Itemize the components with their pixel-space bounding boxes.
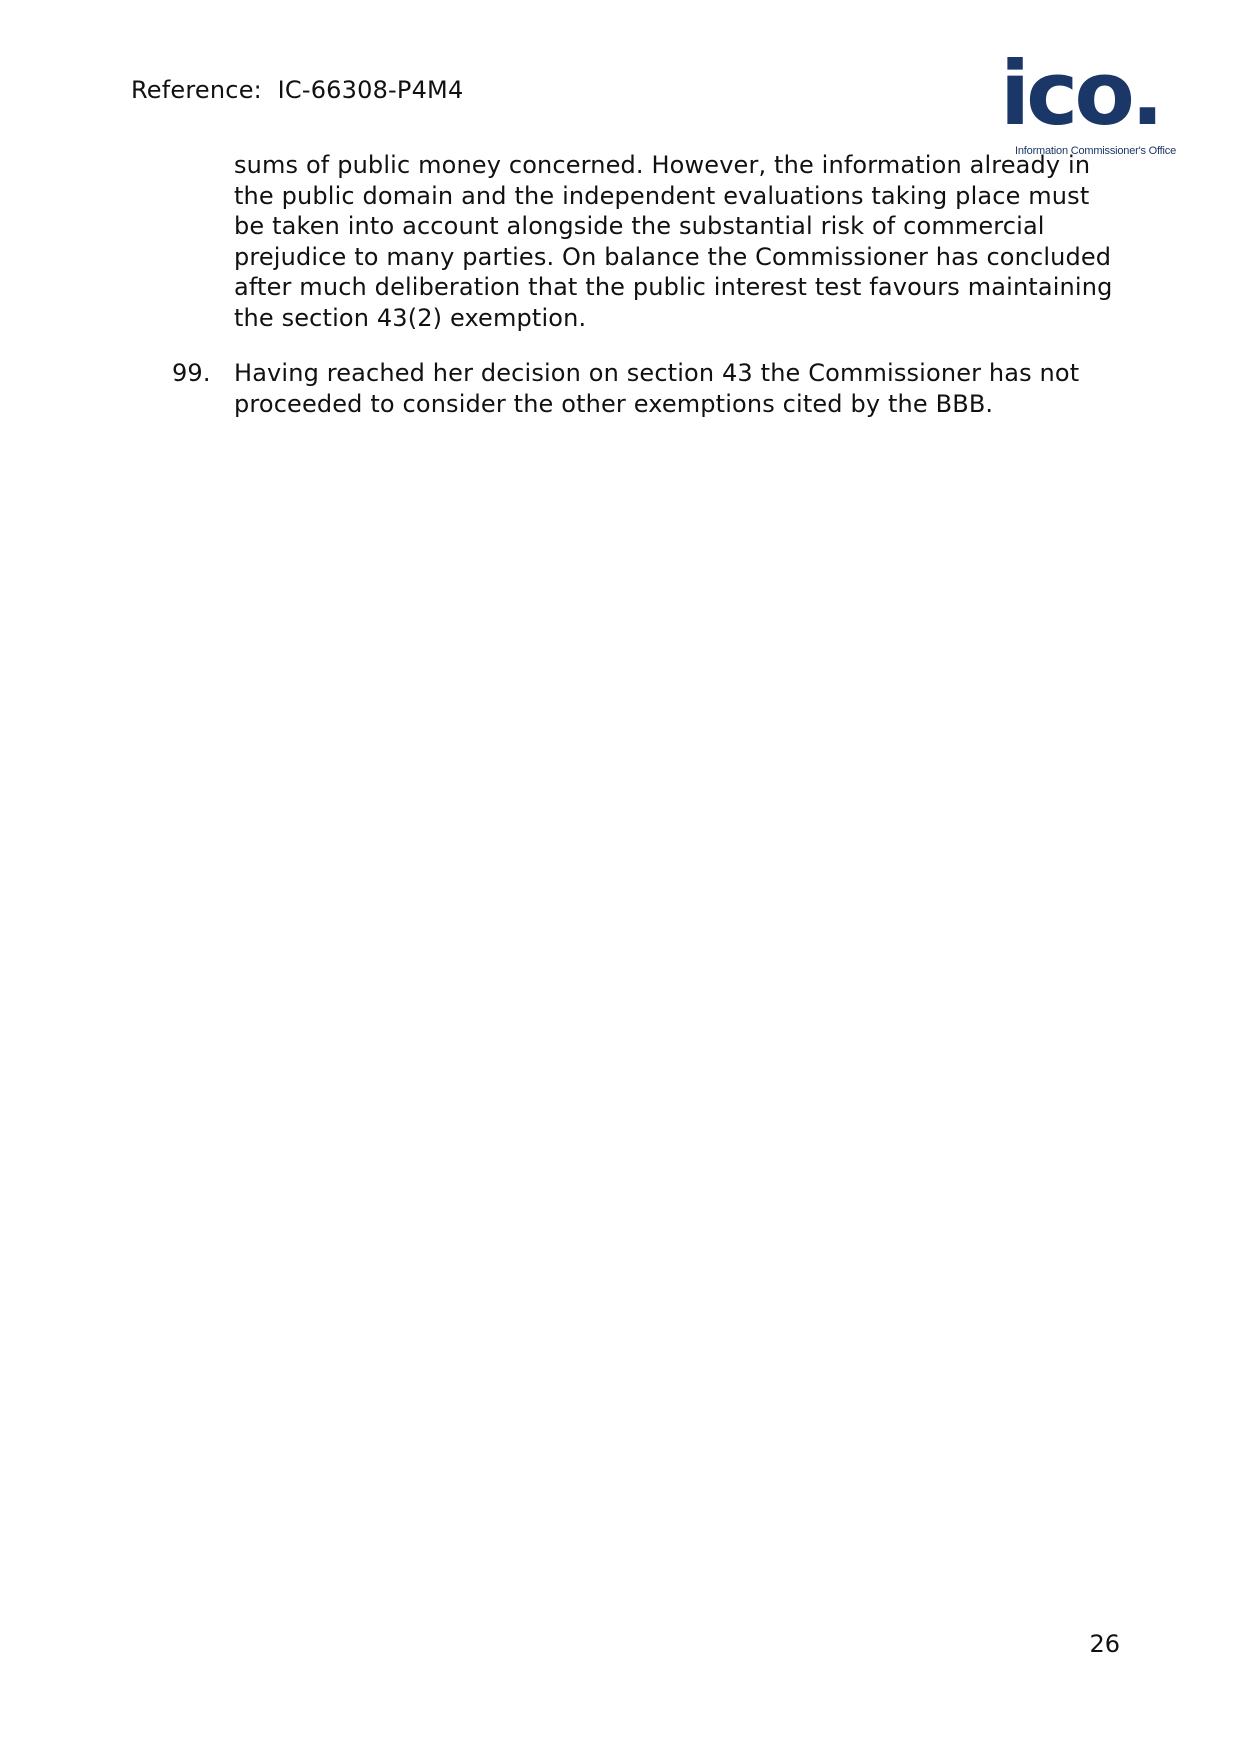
ico-logo-subtitle: Information Commissioner's Office [1015, 145, 1176, 157]
paragraph-number: 99. [172, 359, 211, 387]
page-number: 26 [1089, 1630, 1120, 1658]
ico-logo [1000, 42, 1180, 164]
continued-paragraph: sums of public money concerned. However, the information already in the public domain and the independent evaluations taking place must be taken into account alongside the substantial risk of commercial prejudice to many parties. On balance the Commissioner has concluded after much deliberation that the public interest test favours maintaining the section 43(2) exemption. [234, 151, 1113, 332]
paragraph-text: Having reached her decision on section 43 the Commissioner has not proceeded to consider the other exemptions cited by the BBB. [234, 359, 1080, 418]
reference-line: Reference: IC-66308-P4M4 [131, 76, 464, 104]
ico-logo-mark: ico. [1000, 42, 1161, 145]
